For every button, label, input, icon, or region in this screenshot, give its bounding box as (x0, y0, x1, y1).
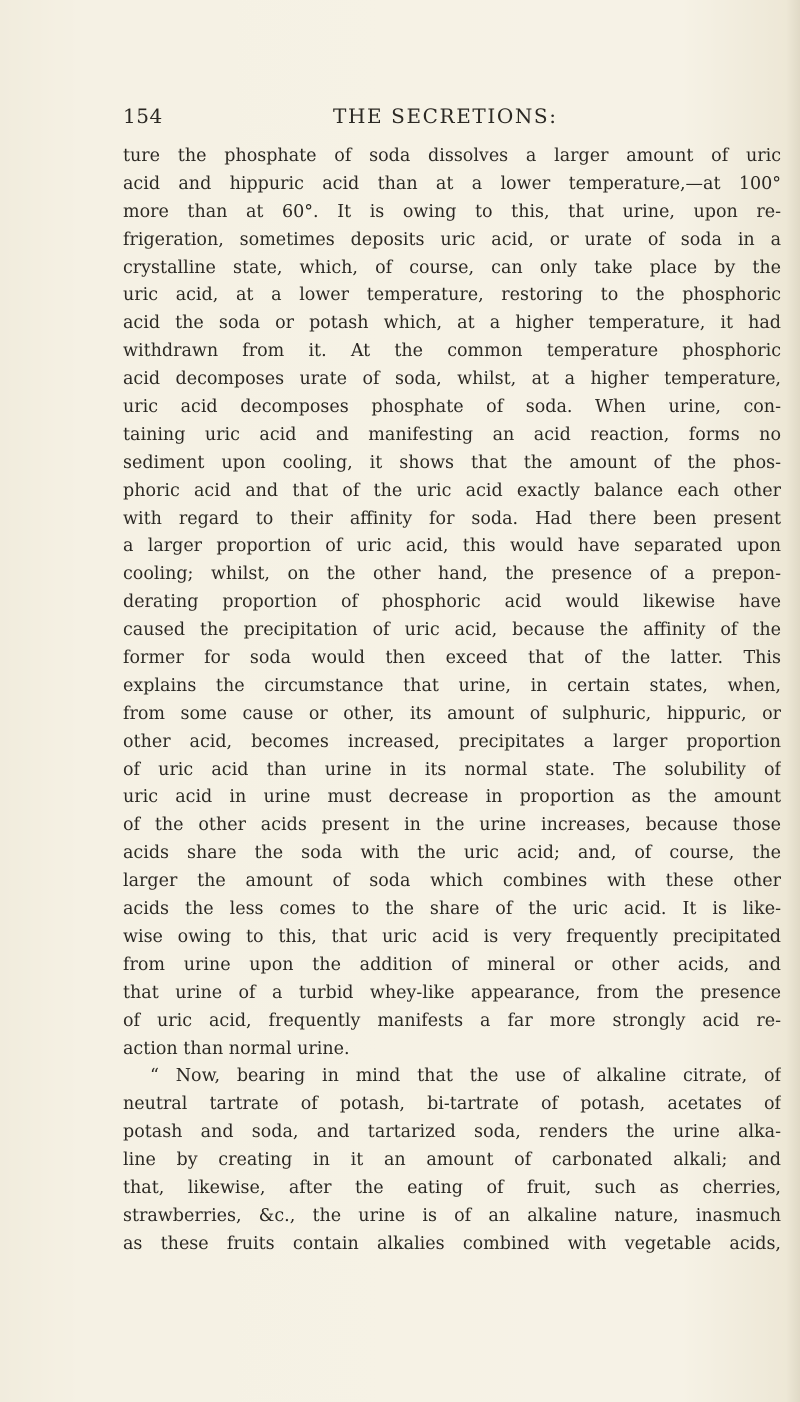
text-line: wise owing to this, that uric acid is very frequently precipitated (123, 926, 781, 947)
text-line: that urine of a turbid whey-like appearance, from the presence (123, 982, 781, 1003)
page-edge-shadow (786, 0, 800, 1402)
text-line: acid the soda or potash which, at a higher temperature, it had (123, 313, 781, 334)
text-line: explains the circumstance that urine, in certain states, when, (123, 675, 781, 696)
text-line: withdrawn from it. At the common temperature phosphoric (123, 341, 781, 362)
text-line: of the other acids present in the urine increases, because those (123, 815, 781, 836)
text-line: a larger proportion of uric acid, this would have separated upon (123, 536, 781, 557)
running-title: THE SECRETIONS: (333, 104, 558, 128)
page-number: 154 (123, 104, 163, 128)
text-line: derating proportion of phosphoric acid would likewise have (123, 592, 781, 613)
text-line: ture the phosphate of soda dissolves a larger amount of uric (123, 146, 781, 166)
text-line: acids share the soda with the uric acid; and, of course, the (123, 843, 781, 864)
text-line: as these fruits contain alkalies combined with vegetable acids, (123, 1233, 781, 1254)
text-line: from some cause or other, its amount of sulphuric, hippuric, or (123, 703, 781, 724)
text-line: from urine upon the addition of mineral or other acids, and (123, 954, 781, 975)
text-line: cooling; whilst, on the other hand, the presence of a prepon- (123, 564, 781, 585)
text-line: “ Now, bearing in mind that the use of alkaline citrate, of (150, 1066, 781, 1087)
running-head (123, 104, 783, 134)
text-line: phoric acid and that of the uric acid exactly balance each other (123, 480, 781, 501)
text-line: larger the amount of soda which combines with these other (123, 871, 781, 892)
text-line: other acid, becomes increased, precipitates a larger proportion (123, 731, 781, 752)
body-text (123, 143, 781, 1259)
text-line: acids the less comes to the share of the uric acid. It is like- (123, 899, 781, 920)
text-line: potash and soda, and tartarized soda, renders the urine alka- (123, 1122, 781, 1143)
text-line: more than at 60°. It is owing to this, that urine, upon re- (123, 201, 781, 222)
text-line: frigeration, sometimes deposits uric acid, or urate of soda in a (123, 229, 781, 250)
text-line: sediment upon cooling, it shows that the amount of the phos- (123, 452, 781, 473)
text-line: taining uric acid and manifesting an acid reaction, forms no (123, 424, 781, 445)
text-line: former for soda would then exceed that of the latter. This (123, 648, 781, 669)
text-line: that, likewise, after the eating of fruit, such as cherries, (123, 1177, 781, 1198)
text-line: neutral tartrate of potash, bi-tartrate of potash, acetates of (123, 1094, 781, 1115)
text-line: of uric acid, frequently manifests a far more strongly acid re- (123, 1010, 781, 1031)
text-line: caused the precipitation of uric acid, because the affinity of the (123, 620, 781, 641)
text-line: acid and hippuric acid than at a lower temperature,—at 100° (123, 173, 781, 194)
text-line: uric acid in urine must decrease in proportion as the amount (123, 787, 781, 808)
text-line: uric acid, at a lower temperature, restoring to the phosphoric (123, 285, 781, 306)
text-line: acid decomposes urate of soda, whilst, at a higher temperature, (123, 369, 781, 390)
text-line: of uric acid than urine in its normal state. The solubility of (123, 759, 781, 780)
text-line: action than normal urine. (123, 1038, 350, 1059)
text-line: strawberries, &c., the urine is of an alkaline nature, inasmuch (123, 1205, 781, 1226)
text-line: with regard to their affinity for soda. Had there been present (123, 508, 781, 529)
text-line: line by creating in it an amount of carbonated alkali; and (123, 1150, 781, 1171)
text-line: uric acid decomposes phosphate of soda. When urine, con- (123, 397, 781, 418)
text-line: crystalline state, which, of course, can only take place by the (123, 257, 781, 278)
